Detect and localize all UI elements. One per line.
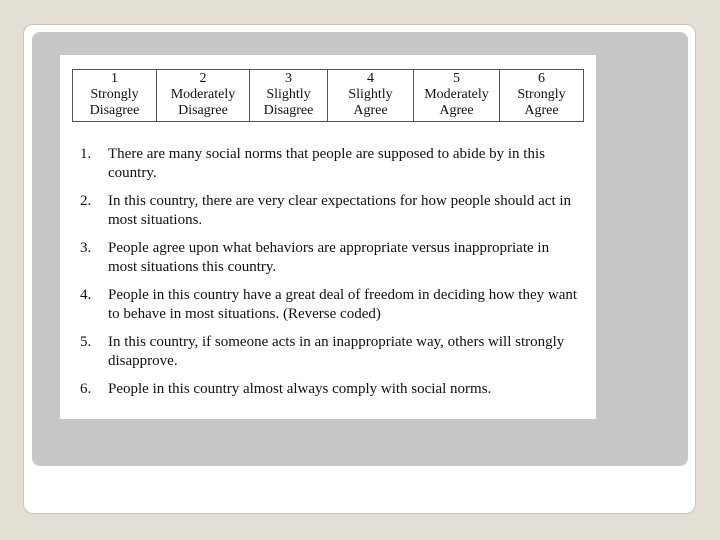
response-scale-row: [73, 70, 584, 122]
item-number: 3.: [80, 240, 92, 256]
item-number: 1.: [80, 146, 92, 162]
item-number: 5.: [80, 334, 92, 350]
list-item: [80, 380, 580, 399]
scale-option-3: [250, 70, 328, 122]
scale-label-line1: Moderately: [170, 87, 236, 102]
scale-label-line2: Disagree: [178, 103, 228, 118]
response-scale-table: [72, 69, 584, 122]
scale-option-6: [500, 70, 584, 122]
item-number: 2.: [80, 193, 92, 209]
item-number: 6.: [80, 381, 92, 397]
list-item: [80, 145, 580, 183]
scale-label-line1: Moderately: [424, 87, 489, 102]
scale-label-line2: Disagree: [263, 103, 314, 118]
scale-option-5: [414, 70, 500, 122]
scale-number: 2: [199, 71, 207, 86]
item-text: People agree upon what behaviors are appropriate versus inappropriate in most situations this country.: [108, 240, 550, 275]
scale-option-4: [328, 70, 414, 122]
item-text: People in this country almost always comply with social norms.: [108, 381, 492, 397]
item-text: In this country, if someone acts in an inappropriate way, others will strongly disapprove.: [108, 334, 565, 369]
scale-label-line1: Slightly: [266, 87, 311, 102]
scale-number: 3: [285, 71, 292, 86]
list-item: [80, 239, 580, 277]
scale-label-line2: Disagree: [89, 103, 140, 118]
scale-label-line2: Agree: [353, 103, 388, 118]
scale-number: 5: [453, 71, 460, 86]
scale-option-2: [157, 70, 250, 122]
list-item: [80, 333, 580, 371]
list-item: [80, 192, 580, 230]
scale-number: 4: [367, 71, 374, 86]
questionnaire-items: [80, 145, 580, 408]
slide-image: [60, 55, 596, 419]
scale-option-1: [73, 70, 157, 122]
item-number: 4.: [80, 287, 92, 303]
scale-number: 1: [111, 71, 118, 86]
item-text: There are many social norms that people are supposed to abide by in this country.: [108, 146, 545, 181]
list-item: [80, 286, 580, 324]
item-text: In this country, there are very clear expectations for how people should act in most situations.: [108, 193, 572, 228]
scale-number: 6: [538, 71, 545, 86]
scale-label-line1: Slightly: [348, 87, 393, 102]
item-text: People in this country have a great deal of freedom in deciding how they want to behave in most situations. (Reverse coded): [108, 287, 578, 322]
scale-label-line2: Agree: [524, 103, 559, 118]
scale-label-line1: Strongly: [517, 87, 566, 102]
scale-label-line1: Strongly: [90, 87, 139, 102]
scale-label-line2: Agree: [439, 103, 474, 118]
